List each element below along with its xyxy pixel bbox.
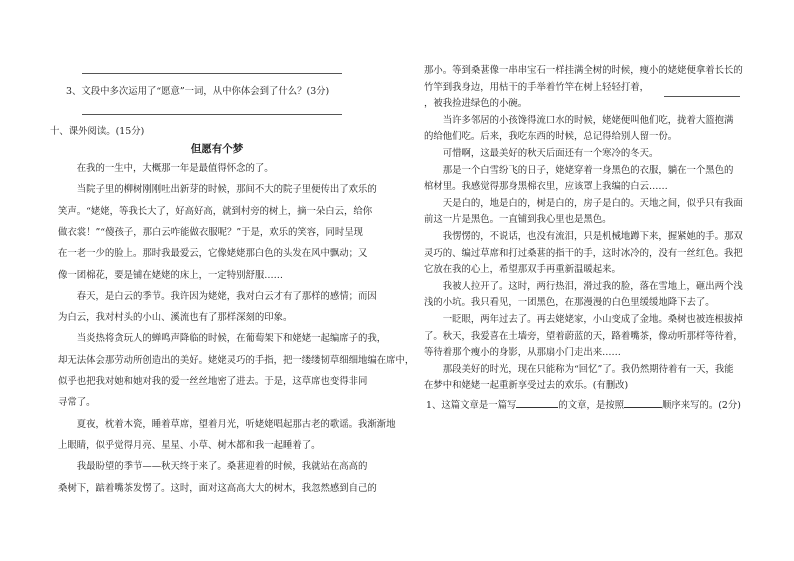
passage-right-line: 我愣愣的，不说话，也没有流泪，只是机械地蹲下来，握紧她的手。那双 <box>424 231 743 242</box>
passage-left-line: 似乎也把我对她和她对我的爱一丝丝地密了进去。于是，这草席也变得非同 <box>58 376 368 387</box>
question-1-text-c: 顺序来写的。(2分) <box>661 400 741 411</box>
passage-left-line: 当炎热将贪玩人的蝉鸣声降临的时候，在葡萄架下和姥姥一起编席子的我， <box>58 333 387 345</box>
passage-left-line: 春天，是白云的季节。我许因为姥姥，我对白云才有了那样的感情；而因 <box>58 290 377 302</box>
passage-right-line: 在梦中和姥姥一起重新享受过去的欢乐。(有删改) <box>424 380 629 392</box>
passage-right-line: 可惜啊，这最美好的秋天后面还有一个寒冷的冬天。 <box>424 148 659 159</box>
passage-right-line: 当许多邻居的小孩馋得流口水的时候，姥姥便叫他们吃，拢着大篮抱满 <box>424 114 734 126</box>
passage-right-line: 我被人拉开了。这时，两行热泪，滑过我的脸，落在雪地上，砸出两个浅 <box>424 280 743 292</box>
section-heading: 十、课外阅读。(15分) <box>50 126 145 137</box>
passage-right-line: 灵巧的、编过草席和打过桑葚的指干的手，这时冰冷的，没有一丝红色。我把 <box>424 247 743 259</box>
passage-left-line: 做衣裳！”“傻孩子，那白云咋能做衣服呢？”于是，欢乐的笑容，同时呈现 <box>58 226 364 238</box>
passage-right-line: 它放在我的心上，希望那双手再重新温暖起来。 <box>424 264 621 276</box>
passage-right-line: 棺材里。我感觉得那身黑棉衣里，应该罩上我编的白云…… <box>424 181 668 193</box>
passage-left-line: 在我的一生中，大概那一年是最值得怀念的了。 <box>58 163 274 174</box>
passage-right-line: ，被我捡进绿色的小碗。 <box>424 98 528 110</box>
passage-right-line: 的给他们吃。后来，我吃东西的时候，总记得给别人留一份。 <box>424 131 678 143</box>
question-1-text-a: 1、这篇文章是一篇写 <box>426 400 517 411</box>
passage-left-line: 我最盼望的季节——秋天终于来了。桑葚迎着的时候，我就站在高高的 <box>58 461 368 473</box>
passage-right-line: 天是白的，地是白的，树是白的，房子是白的。天地之间，似乎只有我面 <box>424 197 743 209</box>
passage-right-line: 浅的小坑。我只看见，一团黑色，在那漫漫的白色里缓缓地降下去了。 <box>424 297 715 309</box>
passage-right-line: 那是一个白雪纷飞的日子，姥姥穿着一身黑色的衣服，躺在一个黑色的 <box>424 164 734 176</box>
passage-right-line: 那段美好的时光，现在只能称为“回忆”了。我仍然期待着有一天，我能 <box>424 363 734 375</box>
passage-left-line: 寻常了。 <box>58 397 96 409</box>
answer-line-2 <box>82 114 342 115</box>
question-3: 3、文段中多次运用了“愿意”一词，从中你体会到了什么？(3分) <box>66 86 330 97</box>
inline-answer-blank[interactable] <box>664 96 740 97</box>
passage-right-line: 一眨眼，两年过去了。再去姥姥家，小山变成了金地。桑树也被连根拔掉 <box>424 314 743 325</box>
passage-right-line: 等待着那个瘦小的身影，从那扇小门走出来…… <box>424 347 621 359</box>
passage-left-line: 为白云，我对村头的小山、溪流也有了那样深刻的印象。 <box>58 312 293 324</box>
passage-left-line: 夏夜，枕着木瓷，睡着草席，望着月光，听姥姥唱起那古老的歌谣。我渐渐地 <box>58 418 396 430</box>
passage-right-line: 前这一片是黑色。一直铺到我心里也是黑色。 <box>424 214 612 226</box>
passage-right-line: 竹竿到我身边，用枯干的手举着竹竿在树上轻轻打着， <box>424 81 650 93</box>
passage-left-line: 却无法体会那劳动所创造出的美好。姥姥灵巧的手指，把一缕缕韧草细细地编在席中， <box>58 354 415 366</box>
passage-left-line: 像一团棉花，要是铺在姥姥的床上，一定特别舒服…… <box>58 269 284 281</box>
passage-left-line: 桑树下，踮着嘴茶发愣了。这时，面对这高高大大的树木，我忽然感到自己的 <box>58 482 377 494</box>
passage-left-line: 笑声。“姥姥，等我长大了，好高好高，就到村旁的树上，摘一朵白云，给你 <box>58 205 373 217</box>
answer-blank-2[interactable] <box>624 397 662 408</box>
passage-left-line: 上眼睛，似乎觉得月亮、星星、小草、树木都和我一起睡着了。 <box>58 439 321 451</box>
question-1 <box>426 397 741 413</box>
answer-blank-1[interactable] <box>516 397 558 408</box>
question-1-text-b: 的文章，是按照 <box>558 400 624 411</box>
passage-title: 但愿有个梦 <box>190 143 244 155</box>
passage-left-line: 当院子里的柳树刚刚吐出新芽的时候，那间不大的院子里便传出了欢乐的 <box>58 184 377 196</box>
passage-left-line: 在一老一少的脸上。那时我最爱云，它像姥姥那白色的头发在风中飘动；又 <box>58 248 368 260</box>
answer-line-1 <box>82 73 342 74</box>
passage-right-line: 那小。等到桑葚像一串串宝石一样挂满全树的时候，瘦小的姥姥便拿着长长的 <box>424 65 743 76</box>
passage-right-line: 了。秋天，我爱喜在土墙旁，望着蔚蓝的天，路着嘴茶，像动听那样等待着， <box>424 330 743 342</box>
